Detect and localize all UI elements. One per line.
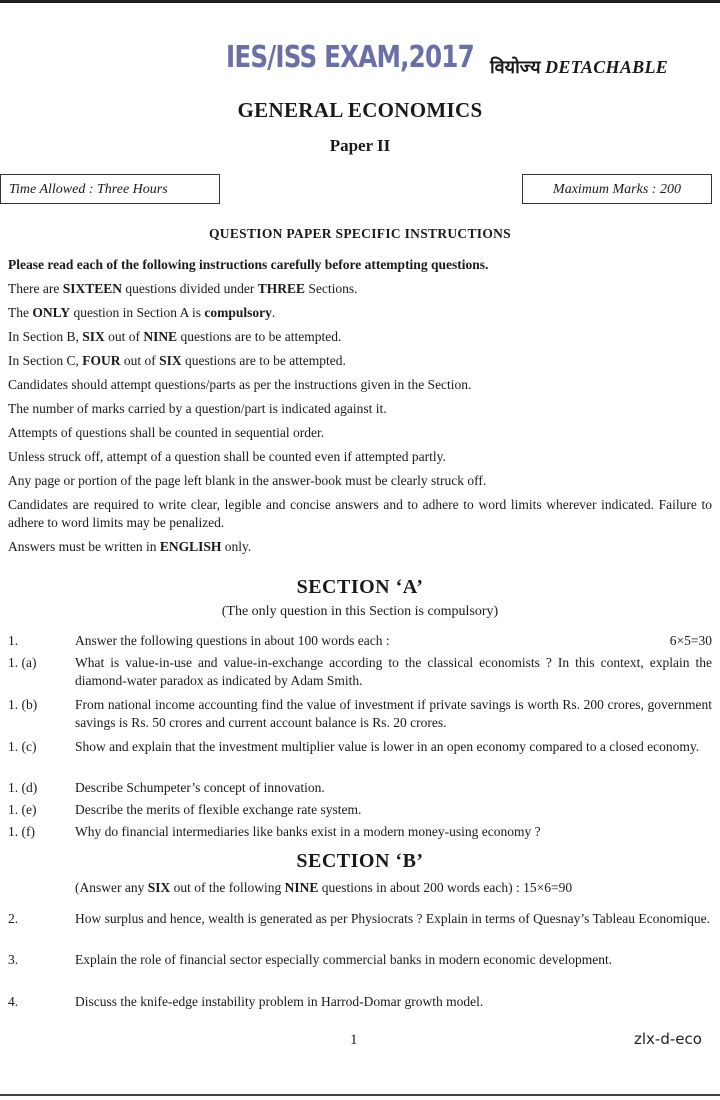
instructions-intro: Please read each of the following instructions carefully before attempting questions. xyxy=(8,257,489,272)
detachable-english: DETACHABLE xyxy=(545,57,669,77)
question-text: How surplus and hence, wealth is generated as per Physiocrats ? Explain in terms of Quesnay’s Tableau Economique. xyxy=(75,911,711,926)
question-marks: 6×5=30 xyxy=(669,633,712,648)
instruction-line: In Section B, SIX out of NINE questions are to be attempted. xyxy=(8,329,342,344)
question-text: Show and explain that the investment multiplier value is lower in an open economy compared to a closed economy. xyxy=(75,739,700,754)
question-text: Discuss the knife-edge instability problem in Harrod-Domar growth model. xyxy=(75,994,484,1009)
question-text: Answer the following questions in about 100 words each : xyxy=(75,633,390,648)
maximum-marks-box: Maximum Marks : 200 xyxy=(522,174,712,204)
question-1b xyxy=(8,696,712,732)
question-text: From national income accounting find the value of investment if private savings is worth Rs. 200 crores, government savings is Rs. 50 crores and current account balance is Rs. 20 crores. xyxy=(75,697,712,730)
question-number: 1. (e) xyxy=(8,802,37,817)
question-1 xyxy=(8,632,712,650)
instruction-line: Unless struck off, attempt of a question shall be counted even if attempted partly. xyxy=(8,449,446,464)
instructions-list xyxy=(8,256,712,562)
detachable-hindi: वियोज्य xyxy=(490,57,541,78)
question-text: Describe Schumpeter’s concept of innovation. xyxy=(75,780,325,795)
instruction-line: There are SIXTEEN questions divided under THREE Sections. xyxy=(8,281,358,296)
question-3 xyxy=(8,951,712,969)
paper-number: Paper II xyxy=(329,136,391,155)
question-number: 1. (b) xyxy=(8,697,38,712)
question-text: Explain the role of financial sector especially commercial banks in modern economic development. xyxy=(75,952,613,967)
question-4 xyxy=(8,993,712,1011)
question-number: 2. xyxy=(8,911,19,926)
question-number: 1. (d) xyxy=(8,780,38,795)
instruction-line: In Section C, FOUR out of SIX questions are to be attempted. xyxy=(8,353,346,368)
section-a-heading: SECTION ‘A’ xyxy=(296,576,424,598)
section-b-note: (Answer any SIX out of the following NINE questions in about 200 words each) : 15×6=90 xyxy=(75,880,573,895)
question-text: What is value-in-use and value-in-exchange according to the classical economists ? In this context, explain the diamond-water paradox as indicated by Adam Smith. xyxy=(75,655,712,688)
question-1c xyxy=(8,738,712,756)
question-number: 1. xyxy=(8,633,19,648)
question-number: 1. (a) xyxy=(8,655,37,670)
instruction-line: Any page or portion of the page left blank in the answer-book must be clearly struck off. xyxy=(8,473,487,488)
question-1d xyxy=(8,779,712,797)
question-2 xyxy=(8,910,712,928)
question-number: 1. (f) xyxy=(8,824,35,839)
instruction-line: Candidates should attempt questions/parts as per the instructions given in the Section. xyxy=(8,377,472,392)
question-number: 4. xyxy=(8,994,19,1009)
question-number: 3. xyxy=(8,952,19,967)
page-number: 1 xyxy=(350,1032,358,1048)
instructions-heading: QUESTION PAPER SPECIFIC INSTRUCTIONS xyxy=(209,226,511,241)
paper-code: zlx-d-eco xyxy=(634,1030,702,1048)
instruction-line: The ONLY question in Section A is compulsory. xyxy=(8,305,276,320)
instruction-line: Answers must be written in ENGLISH only. xyxy=(8,539,252,554)
instruction-line: Candidates are required to write clear, legible and concise answers and to adhere to word limits wherever indicated. Failure to adhere to word limits may be penalized. xyxy=(8,497,712,530)
exam-stamp: IES/ISS EXAM,2017 xyxy=(226,40,474,75)
question-1a xyxy=(8,654,712,690)
question-text: Why do financial intermediaries like banks exist in a modern money-using economy ? xyxy=(75,824,541,839)
section-b-heading: SECTION ‘B’ xyxy=(296,850,424,872)
question-1e xyxy=(8,801,712,819)
instruction-line: Attempts of questions shall be counted in sequential order. xyxy=(8,425,325,440)
time-allowed-box: Time Allowed : Three Hours xyxy=(0,174,220,204)
question-number: 1. (c) xyxy=(8,739,37,754)
page-top-border xyxy=(0,0,720,3)
section-a-note: (The only question in this Section is compulsory) xyxy=(221,604,499,619)
instruction-line: The number of marks carried by a question/part is indicated against it. xyxy=(8,401,387,416)
question-text: Describe the merits of flexible exchange rate system. xyxy=(75,802,362,817)
page-bottom-border xyxy=(0,1094,720,1096)
paper-title: GENERAL ECONOMICS xyxy=(237,98,483,122)
question-1f xyxy=(8,823,712,841)
detachable-label xyxy=(490,55,668,79)
